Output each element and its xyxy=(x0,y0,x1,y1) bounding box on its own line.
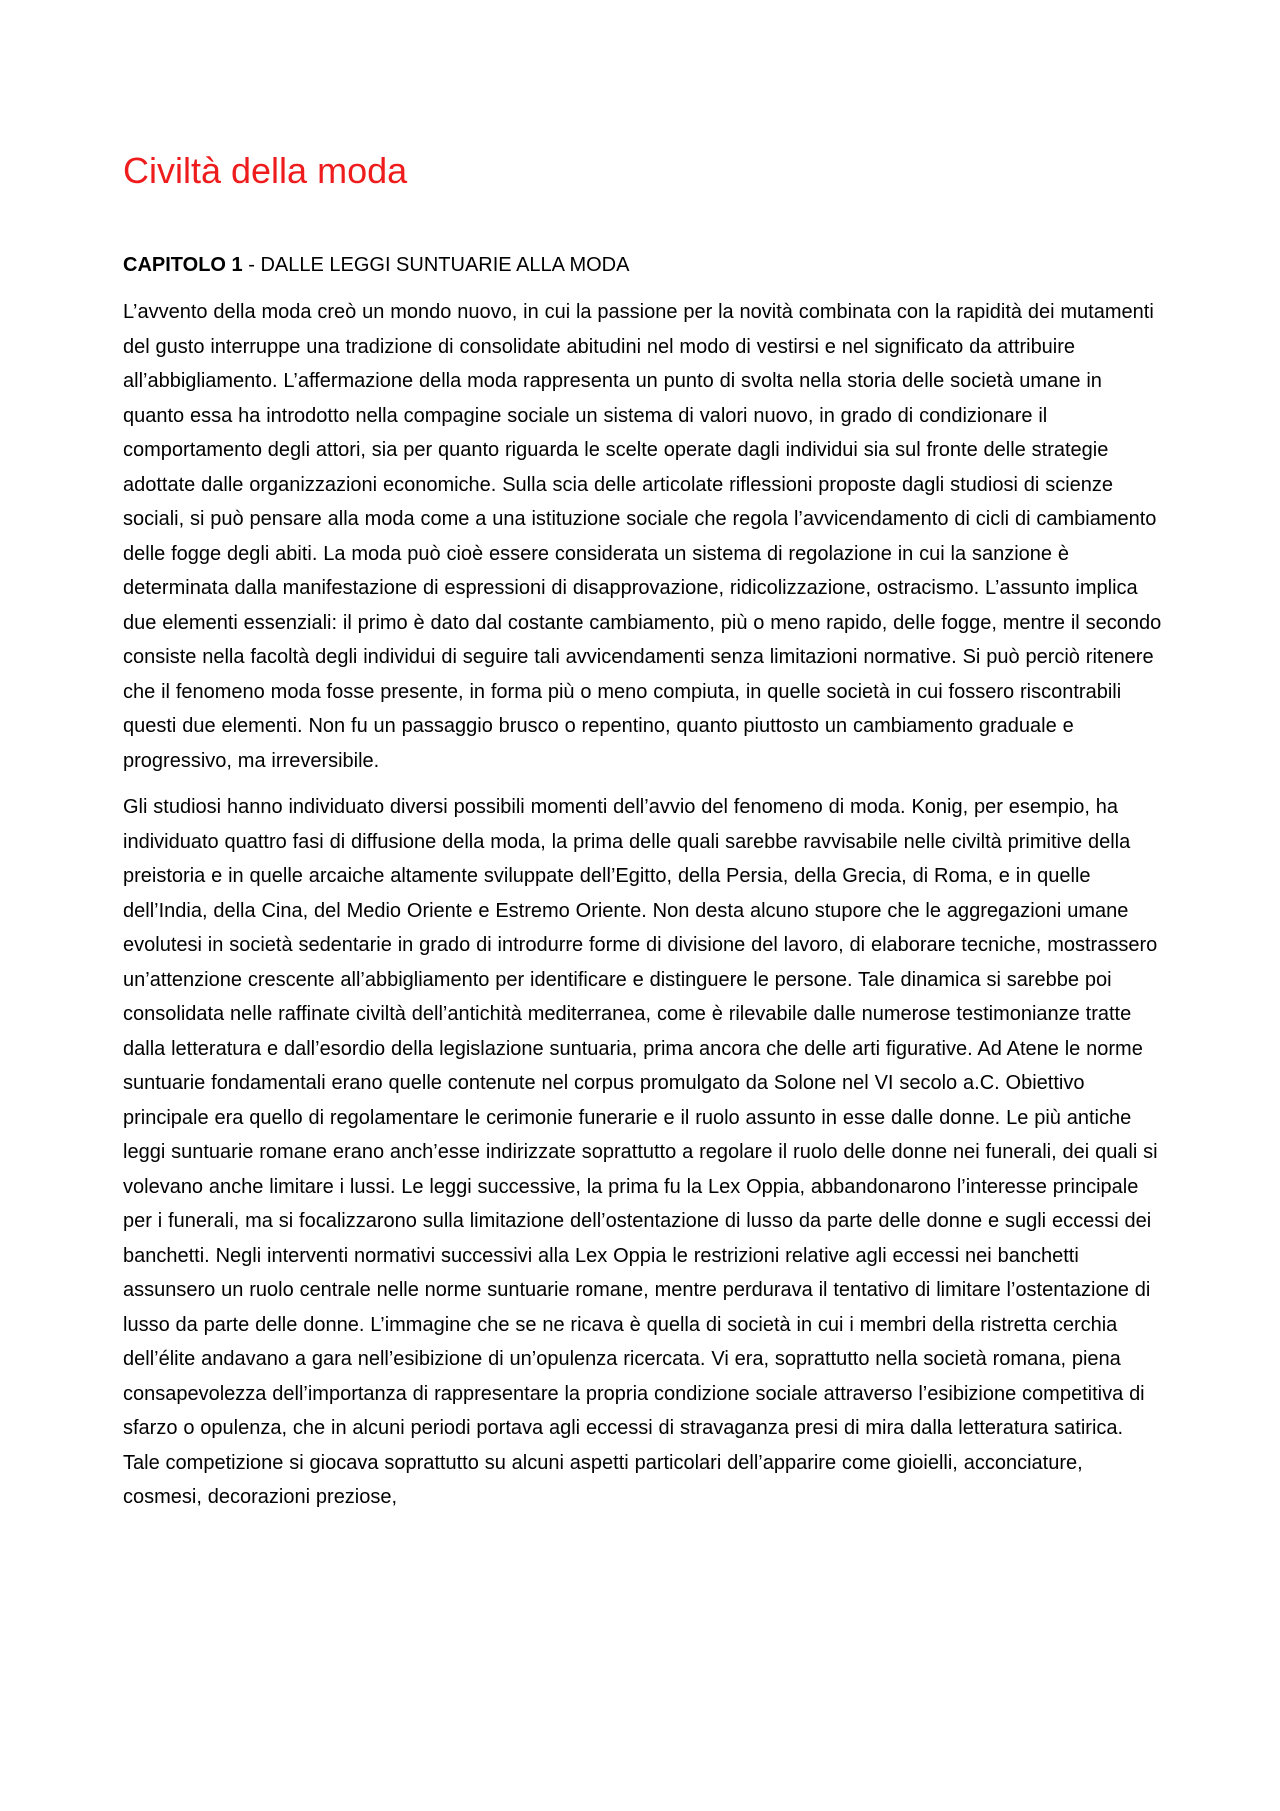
chapter-title: DALLE LEGGI SUNTUARIE ALLA MODA xyxy=(260,254,630,276)
chapter-separator: - xyxy=(242,254,261,276)
paragraph-1: L’avvento della moda creò un mondo nuovo, in cui la passione per la novità combinata con la rapidità dei mutamenti del gusto interruppe una tradizione di consolidate abitudini nel modo di vestirsi e nel significato da attribuire all’abbigliamento. L’affermazione della moda rappresenta un punto di svolta nella storia delle società umane in quanto essa ha introdotto nella compagine sociale un sistema di valori nuovo, in grado di condizionare il comportamento degli attori, sia per quanto riguarda le scelte operate dagli individui sia sul fronte delle strategie adottate dalle organizzazioni economiche. Sulla scia delle articolate riflessioni proposte dagli studiosi di scienze sociali, si può pensare alla moda come a una istituzione sociale che regola l’avvicendamento di cicli di cambiamento delle fogge degli abiti. La moda può cioè essere considerata un sistema di regolazione in cui la sanzione è determinata dalla manifestazione di espressioni di disapprovazione, ridicolizzazione, ostracismo. L’assunto implica due elementi essenziali: il primo è dato dal costante cambiamento, più o meno rapido, delle fogge, mentre il secondo consiste nella facoltà degli individui di seguire tali avvicendamenti senza limitazioni normative. Si può perciò ritenere che il fenomeno moda fosse presente, in forma più o meno compiuta, in quelle società in cui fossero riscontrabili questi due elementi. Non fu un passaggio brusco o repentino, quanto piuttosto un cambiamento graduale e progressivo, ma irreversibile. xyxy=(123,301,1162,772)
paragraph-2: Gli studiosi hanno individuato diversi possibili momenti dell’avvio del fenomeno di moda. Konig, per esempio, ha individuato quattro fasi di diffusione della moda, la prima delle quali sarebbe ravvisabile nelle civiltà primitive della preistoria e in quelle arcaiche altamente sviluppate dell’Egitto, della Persia, della Grecia, di Roma, e in quelle dell’India, della Cina, del Medio Oriente e Estremo Oriente. Non desta alcuno stupore che le aggregazioni umane evolutesi in società sedentarie in grado di introdurre forme di divisione del lavoro, di elaborare tecniche, mostrassero un’attenzione crescente all’abbigliamento per identificare e distinguere le persone. Tale dinamica si sarebbe poi consolidata nelle raffinate civiltà dell’antichità mediterranea, come è rilevabile dalle numerose testimonianze tratte dalla letteratura e dall’esordio della legislazione suntuaria, prima ancora che delle arti figurative. Ad Atene le norme suntuarie fondamentali erano quelle contenute nel corpus promulgato da Solone nel VI secolo a.C. Obiettivo principale era quello di regolamentare le cerimonie funerarie e il ruolo assunto in esse dalle donne. Le più antiche leggi suntuarie romane erano anch’esse indirizzate soprattutto a regolare il ruolo delle donne nei funerali, dei quali si volevano anche limitare i lussi. Le leggi successive, la prima fu la Lex Oppia, abbandonarono l’interesse principale per i funerali, ma si focalizzarono sulla limitazione dell’ostentazione di lusso da parte delle donne e sugli eccessi dei banchetti. Negli interventi normativi successivi alla Lex Oppia le restrizioni relative agli eccessi nei banchetti assunsero un ruolo centrale nelle norme suntuarie romane, mentre perdurava il tentativo di limitare l’ostentazione di lusso da parte delle donne. L’immagine che se ne ricava è quella di società in cui i membri della ristretta cerchia dell’élite andavano a gara nell’esibizione di un’opulenza ricercata. Vi era, soprattutto nella società romana, piena consapevolezza dell’importanza di rappresentare la propria condizione sociale attraverso l’esibizione competitiva di sfarzo o opulenza, che in alcuni periodi portava agli eccessi di stravaganza presi di mira dalla letteratura satirica. Tale competizione si giocava soprattutto su alcuni aspetti particolari dell’apparire come gioielli, acconciature, cosmesi, decorazioni preziose, xyxy=(123,796,1158,1508)
chapter-number: CAPITOLO 1 xyxy=(123,254,243,276)
document-title: Civiltà della moda xyxy=(123,150,408,191)
chapter-heading xyxy=(123,249,1165,281)
document-page xyxy=(123,148,1165,1515)
